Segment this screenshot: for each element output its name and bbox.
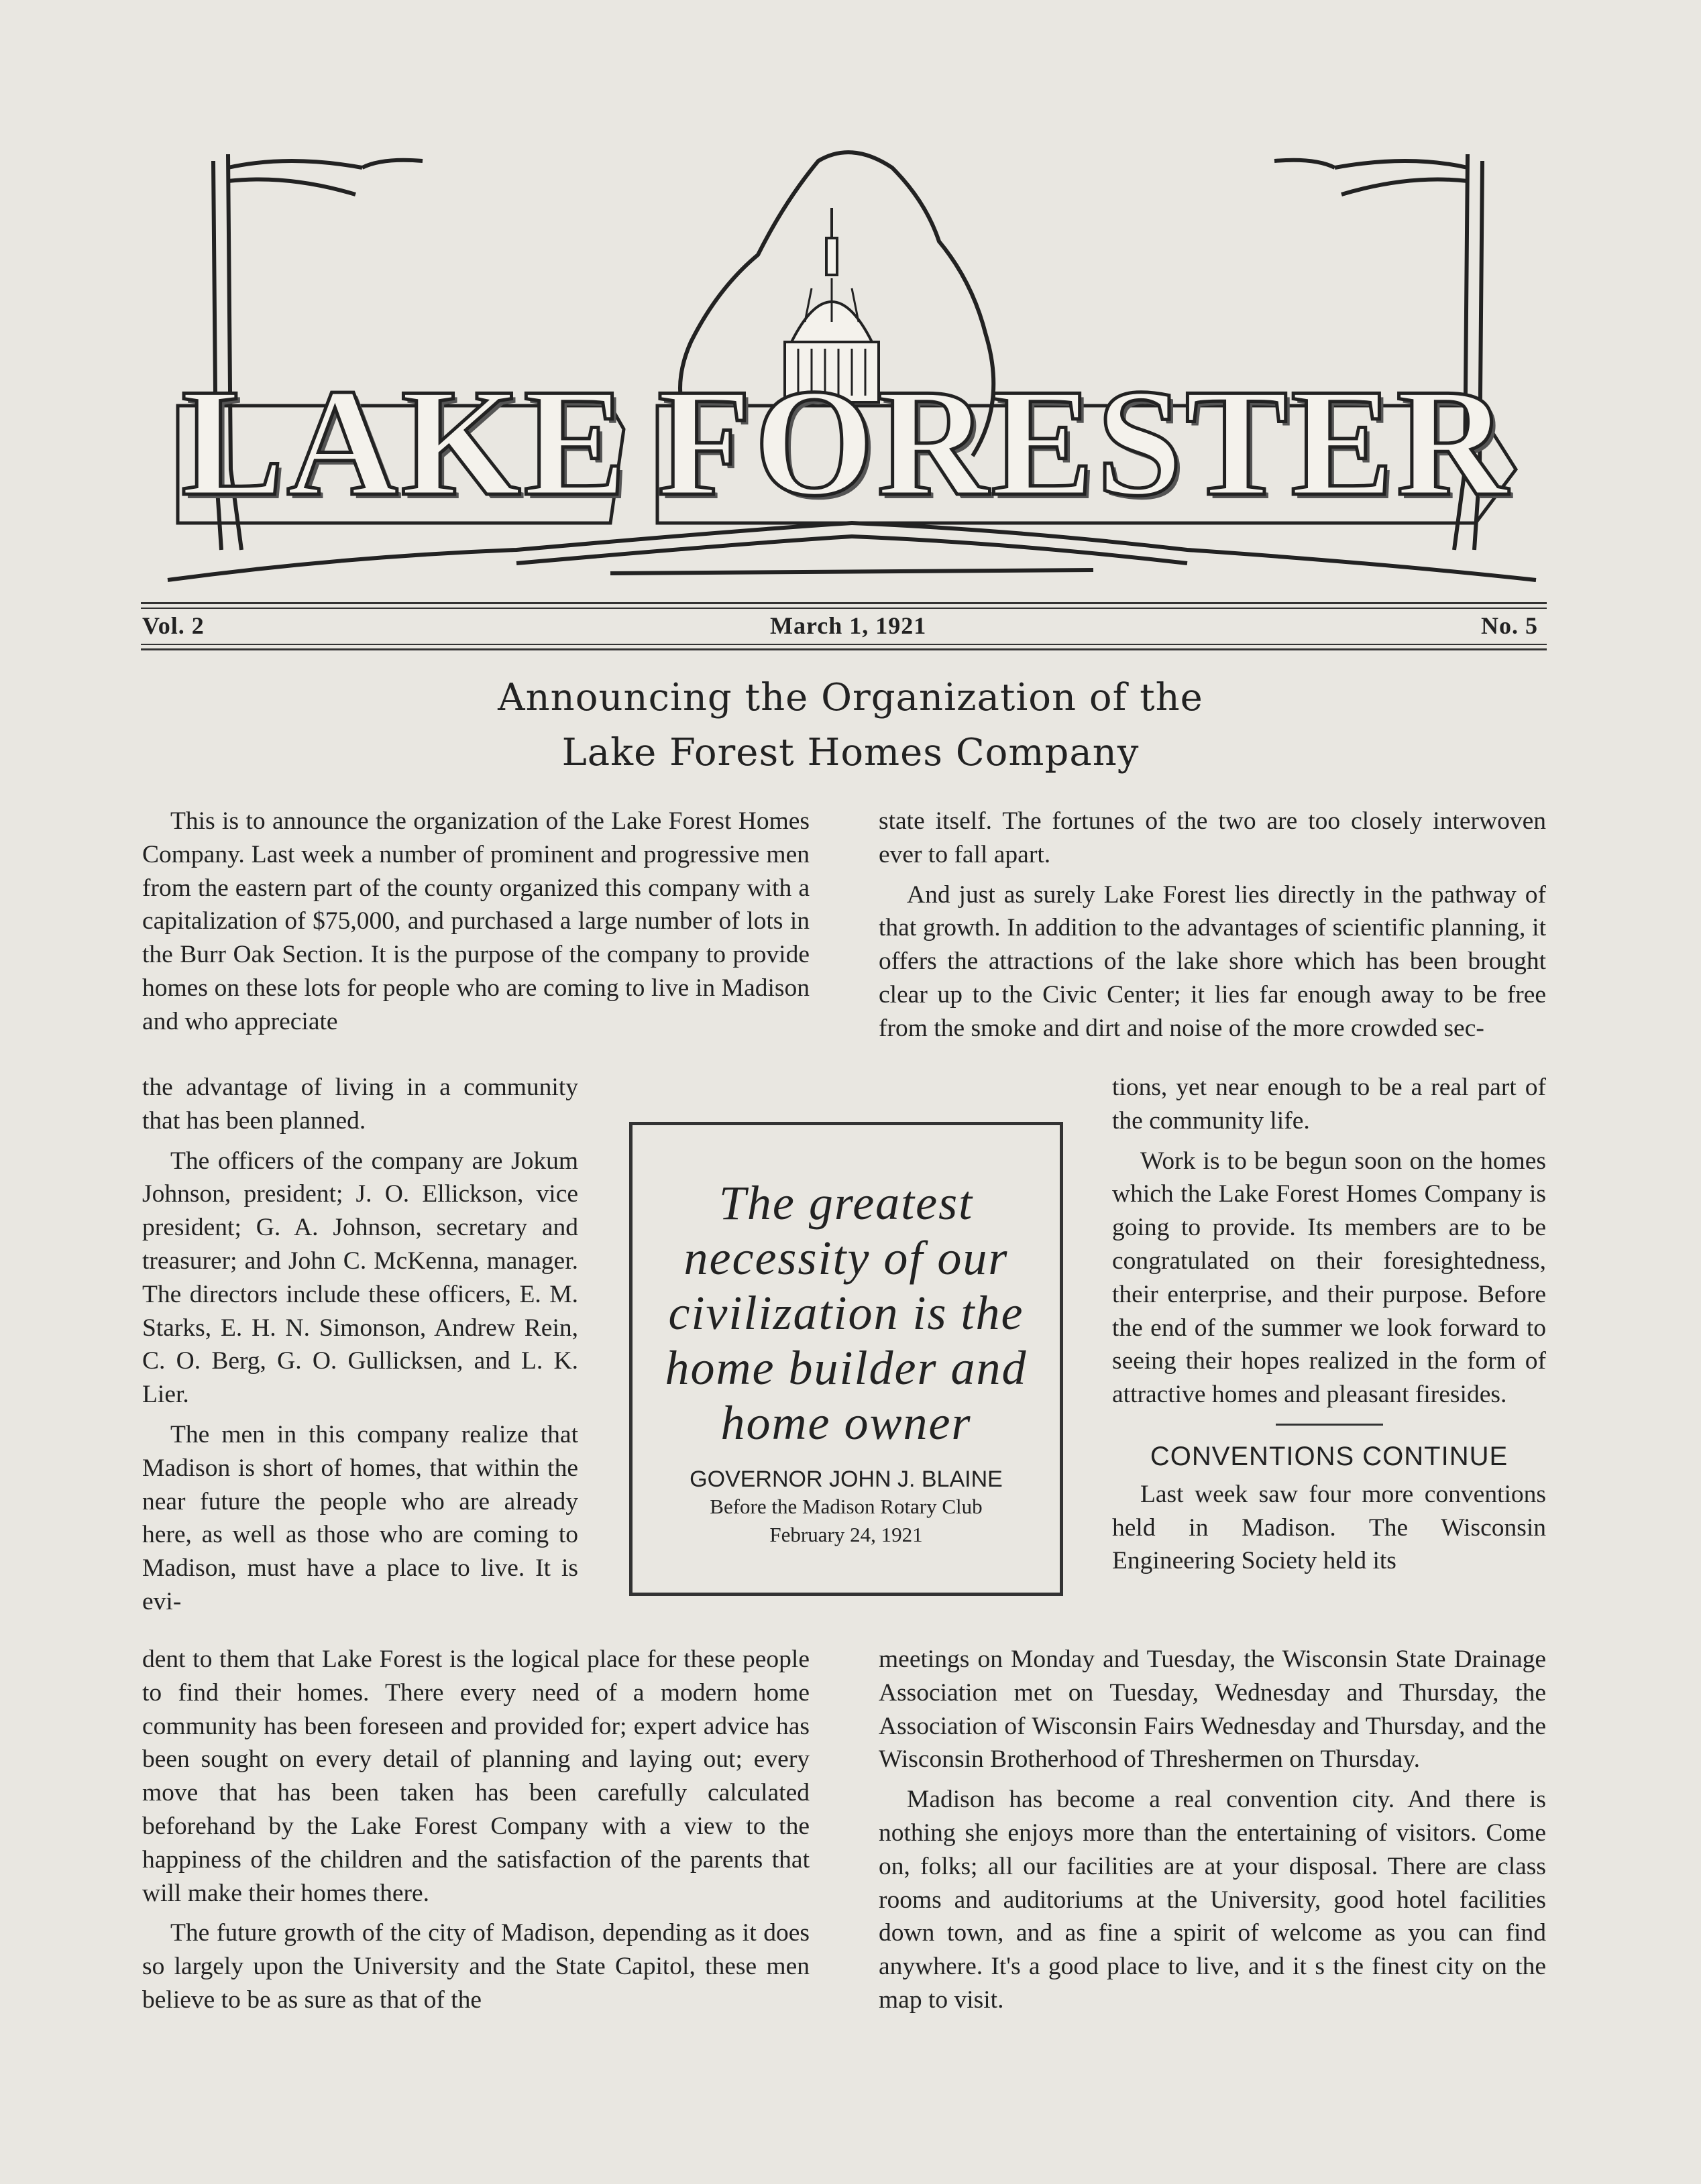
paragraph-announcement-end: the advantage of living in a community that has been planned. <box>142 1074 578 1135</box>
paragraph-conventions: Last week saw four more conventions held in Madison. The Wisconsin Engineering Society held its <box>1112 1480 1546 1575</box>
paragraph-men-realize: The men in this company realize that Madison is short of homes, that within the near future the people who are already here, as well as those who are coming to Madison, must have a place to live. It is evi- <box>142 1420 578 1615</box>
issue-date: March 1, 1921 <box>770 612 927 639</box>
masthead <box>141 121 1556 590</box>
headline <box>201 671 1500 781</box>
section-divider <box>1276 1424 1383 1426</box>
paragraph-men-realize-continued: dent to them that Lake Forest is the logical place for these people to find their homes. There every need of a modern home community has been foreseen and provided for; expert advice has been sought on every detail of planning and laying out; every move that has been taken has been carefully calculated beforehand by the Lake Forest Company with a view to the happiness of the children and the satisfaction of the parents that will make their homes there. <box>142 1646 810 1907</box>
bottom-rule-thin <box>141 644 1547 645</box>
issue-number: No. 5 <box>1481 612 1538 639</box>
right-column-bottom <box>879 1643 1546 2024</box>
quote-box <box>629 1122 1063 1596</box>
quote-occasion: Before the Madison Rotary Club <box>710 1495 983 1518</box>
quote-text: The greatest necessity of our civilization is the home builder and home owner <box>665 1176 1028 1450</box>
right-column-narrow <box>1112 1071 1546 1585</box>
headline-line-1: Announcing the Organization of the <box>498 676 1203 720</box>
paragraph-future-growth: The future growth of the city of Madison, depending as it does so largely upon the University and the State Capitol, these men believe to be as sure as that of the <box>142 1919 810 2014</box>
quote-author: GOVERNOR JOHN J. BLAINE <box>690 1467 1003 1492</box>
left-column-narrow <box>142 1071 578 1625</box>
paragraph-announcement: This is to announce the organization of the Lake Forest Homes Company. Last week a number of prominent and progressive men from the eastern part of the county organized this company with a capitalization of $75,000, and purchased a large number of lots in the Burr Oak Section. It is the purpose of the company to provide homes on these lots for people who are coming to live in Madison and who appreciate <box>142 807 810 1035</box>
paragraph-work-begun: Work is to be begun soon on the homes which the Lake Forest Homes Company is going to provide. Its members are to be congratulated on their foresightedness, their enterprise, and their purpose. Before the end of the summer we look forward to seeing their hopes realized in the form of attractive homes and pleasant firesides. <box>1112 1147 1546 1409</box>
quote-date: February 24, 1921 <box>769 1523 923 1546</box>
paragraph-convention-city: Madison has become a real convention city. And there is nothing she enjoys more than the entertaining of visitors. Come on, folks; all our facilities are at your disposal. There are class rooms and auditoriums at the University, good hotel facilities down town, and as fine a spirit of welcome as you can find anywhere. It's a good place to live, and it s the finest city on the map to visit. <box>879 1786 1546 2014</box>
paragraph-lake-forest-growth: And just as surely Lake Forest lies directly in the pathway of that growth. In addition to the advantages of scientific planning, it offers the attractions of the lake shore which has been brought clear up to the Civic Center; it lies far enough away to be free from the smoke and dirt and noise of the more crowded sec- <box>879 880 1546 1042</box>
left-column-top <box>142 805 810 1045</box>
volume-label: Vol. 2 <box>142 612 205 639</box>
left-column-bottom <box>142 1643 810 2024</box>
right-column-top <box>879 805 1546 1052</box>
top-rule <box>141 602 1547 604</box>
paragraph-lake-forest-growth-end: tions, yet near enough to be a real part of the community life. <box>1112 1074 1546 1135</box>
top-rule-thin <box>141 608 1547 609</box>
conventions-heading: CONVENTIONS CONTINUE <box>1150 1441 1508 1471</box>
masthead-title-forester: FORESTER <box>657 357 1511 528</box>
bottom-rule <box>141 648 1547 650</box>
paragraph-conventions-continued: meetings on Monday and Tuesday, the Wisconsin State Drainage Association met on Tuesday, Wednesday and Thursday, the Association of Wisconsin Fairs Wednesday and Thursday, and the Wisconsin Brotherhood of Threshermen on Thursday. <box>879 1646 1546 1774</box>
paragraph-officers: The officers of the company are Jokum Johnson, president; J. O. Ellickson, vice president; G. A. Johnson, secretary and treasurer; and John C. McKenna, manager. The directors include these officers, E. M. Starks, E. H. N. Simonson, Andrew Rein, C. O. Berg, G. O. Gullicksen, and L. K. Lier. <box>142 1147 578 1409</box>
paragraph-state-itself: state itself. The fortunes of the two are too closely interwoven ever to fall apart. <box>879 807 1546 868</box>
masthead-title-lake: LAKE <box>181 357 629 528</box>
headline-line-2: Lake Forest Homes Company <box>561 731 1140 774</box>
